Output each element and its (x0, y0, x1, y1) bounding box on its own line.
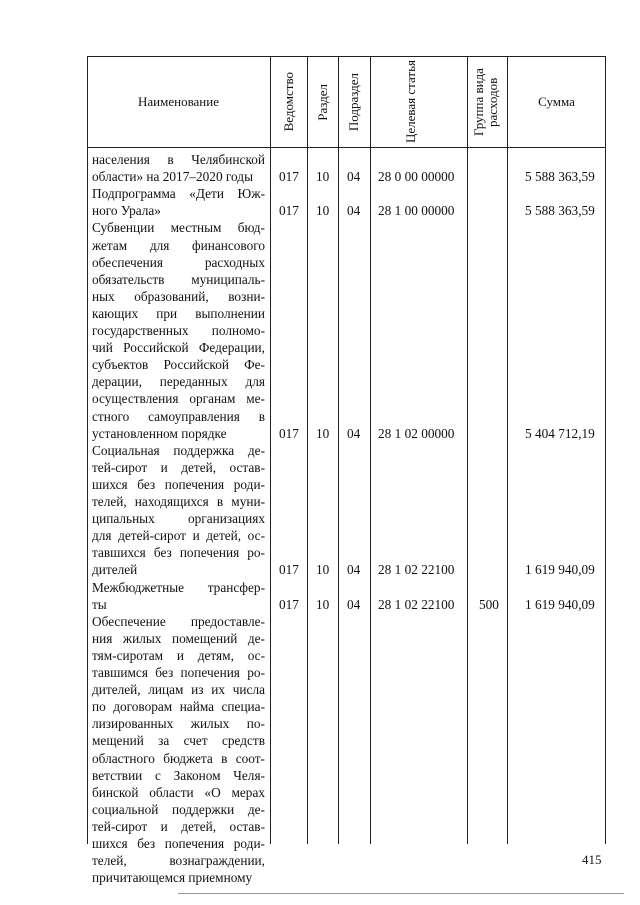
row-name-line: области» на 2017–2020 годы (92, 169, 254, 185)
row-name-line: тей-сирот и детей, остав- (92, 459, 265, 475)
row-department: 017 (279, 562, 299, 578)
column-divider (507, 56, 508, 844)
row-name-line: субъектов Российской Фе- (92, 357, 265, 373)
row-name-line: ного Урала» (92, 203, 161, 219)
row-name-line: осуществления органам ме- (92, 391, 265, 407)
row-subsection: 04 (347, 562, 361, 578)
scan-edge-line (178, 893, 624, 894)
row-name-line: Субвенции местным бюд- (92, 220, 265, 236)
header-department (270, 56, 307, 148)
row-name-line: ния жилых помещений де- (92, 630, 265, 646)
row-amount: 5 404 712,19 (525, 425, 595, 441)
header-name-label: Наименование (138, 94, 219, 109)
row-department: 017 (279, 425, 299, 441)
row-name-line: Социальная поддержка де- (92, 442, 265, 458)
row-name-line: Межбюджетные трансфер- (92, 579, 265, 595)
row-subsection: 04 (347, 596, 361, 612)
row-section: 10 (316, 169, 330, 185)
row-name-line: мещений за счет средств (92, 733, 265, 749)
row-amount: 5 588 363,59 (525, 169, 595, 185)
row-department: 017 (279, 596, 299, 612)
row-name-line: бинской области «О мерах (92, 784, 265, 800)
row-name-line: чий Российской Федерации, (92, 340, 265, 356)
row-amount: 1 619 940,09 (525, 596, 595, 612)
row-name-line: тей-сирот и детей, остав- (92, 818, 265, 834)
row-section: 10 (316, 562, 330, 578)
row-name-line: Обеспечение предоставле- (92, 613, 265, 629)
row-amount: 5 588 363,59 (525, 203, 595, 219)
row-section: 10 (316, 425, 330, 441)
row-name-line: областного бюджета в соот- (92, 750, 265, 766)
row-name-line: ветствии с Законом Челя- (92, 767, 265, 783)
row-name-line: жетам для финансового (92, 237, 265, 253)
row-name-line: дителей (92, 562, 138, 578)
header-department-label: Ведомство (280, 72, 296, 132)
row-name-line: установленном порядке (92, 425, 227, 441)
column-divider (370, 56, 371, 844)
header-section-label: Раздел (314, 83, 330, 121)
row-name-line: обеспечения расходных (92, 254, 265, 270)
row-name-line: Подпрограмма «Дети Юж- (92, 186, 265, 202)
row-name-line: тавшихся без попечения ро- (92, 545, 265, 561)
header-amount-label: Сумма (538, 94, 575, 109)
row-name-line: дерации, переданных для (92, 374, 265, 390)
row-subsection: 04 (347, 169, 361, 185)
row-name-line: населения в Челябинской (92, 152, 265, 167)
row-name-line: шихся без попечения роди- (92, 476, 265, 492)
column-divider (270, 56, 271, 844)
header-expense-group (467, 56, 507, 148)
header-subsection-label: Подраздел (346, 72, 361, 132)
row-name-line: шихся без попечения роди- (92, 836, 265, 851)
row-target-item: 28 0 00 00000 (378, 169, 455, 185)
row-amount: 1 619 940,09 (525, 562, 595, 578)
row-target-item: 28 1 02 22100 (378, 562, 455, 578)
row-subsection: 04 (347, 203, 361, 219)
column-divider (307, 56, 308, 844)
row-name-line: лизированных жилых по- (92, 716, 265, 732)
header-target-item (370, 56, 467, 148)
row-target-item: 28 1 00 00000 (378, 203, 455, 219)
row-name-line: ных образований, возни- (92, 288, 265, 304)
row-section: 10 (316, 596, 330, 612)
row-name-line: обязательств муниципаль- (92, 271, 265, 287)
row-name-line: телей, вознаграждении, (92, 853, 265, 869)
header-amount (507, 56, 606, 148)
row-name-line: ципальных организациях (92, 511, 265, 527)
page-number: 415 (582, 852, 602, 867)
row-expense-group: 500 (479, 596, 499, 612)
row-name-line: социальной поддержки де- (92, 801, 265, 817)
column-divider (338, 56, 339, 844)
row-name-line: дителей, лицам из их числа (92, 682, 265, 698)
header-name (87, 56, 270, 148)
row-department: 017 (279, 169, 299, 185)
row-name-line: причитающемся приемному (92, 870, 253, 886)
row-name-line: по договорам найма специа- (92, 699, 265, 715)
header-target-item-label: Целевая статья (402, 60, 418, 144)
row-department: 017 (279, 203, 299, 219)
row-subsection: 04 (347, 425, 361, 441)
header-subsection (338, 56, 370, 148)
row-name-line: тавшимся без попечения ро- (92, 665, 265, 680)
row-target-item: 28 1 02 22100 (378, 596, 455, 612)
column-divider (467, 56, 468, 844)
header-expense-group-label: Группа вида расходов (471, 68, 500, 136)
row-name-line: для детей-сирот и детей, ос- (92, 528, 265, 544)
row-name-line: стного самоуправления в (92, 408, 265, 424)
row-target-item: 28 1 02 00000 (378, 425, 455, 441)
row-section: 10 (316, 203, 330, 219)
row-name-line: кающих при выполнении (92, 305, 265, 321)
header-section (307, 56, 338, 148)
row-name-line: телей, находящихся в муни- (92, 494, 265, 509)
row-name-line: тям-сиротам и детям, ос- (92, 647, 265, 663)
row-name-line: государственных полномо- (92, 323, 265, 338)
row-name-line: ты (92, 596, 107, 612)
